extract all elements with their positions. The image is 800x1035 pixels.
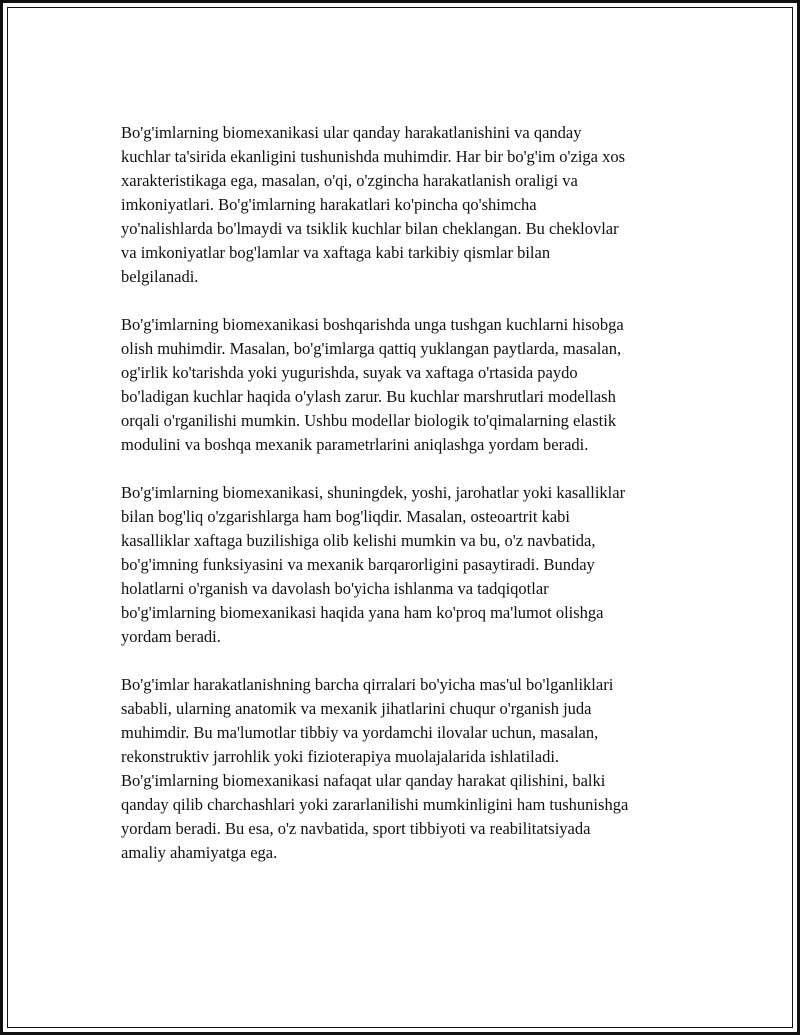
- paragraph-4: Bo'g'imlar harakatlanishning barcha qirralari bo'yicha mas'ul bo'lganliklari sababli, ularning anatomik va mexanik jihatlarini chuqur o'rganish juda muhimdir. Bu ma'lumotlar tibbiy va yordamchi ilovalar uchun, masalan, rekonstruktiv jarrohlik yoki fizioterapiya muolajalarida ishlatiladi. Bo'g'imlarning biomexanikasi nafaqat ular qanday harakat qilishini, balki qanday qilib charchashlari yoki zararlanilishi mumkinligini ham tushunishga yordam beradi. Bu esa, o'z navbatida, sport tibbiyoti va reabilitatsiyada amaliy ahamiyatga ega.: [121, 675, 629, 862]
- paragraph-1: Bo'g'imlarning biomexanikasi ular qanday harakatlanishini va qanday kuchlar ta'sirida ekanligini tushunishda muhimdir. Har bir bo'g'im o'ziga xos xarakteristikaga ega, masalan, o'qi, o'zgincha harakatlanish oraligi va imkoniyatlari. Bo'g'imlarning harakatlari ko'pincha qo'shimcha yo'nalishlarda bo'lmaydi va tsiklik kuchlar bilan cheklangan. Bu cheklovlar va imkoniyatlar bog'lamlar va xaftaga kabi tarkibiy qismlar bilan belgilanadi.: [121, 123, 626, 286]
- paragraph-3: Bo'g'imlarning biomexanikasi, shuningdek, yoshi, jarohatlar yoki kasalliklar bilan bog'liq o'zgarishlarga ham bog'liqdir. Masalan, osteoartrit kabi kasalliklar xaftaga buzilishiga olib kelishi mumkin va bu, o'z navbatida, bo'g'imning funksiyasini va mexanik barqarorligini pasaytiradi. Bunday holatlarni o'rganish va davolash bo'yicha ishlanma va tadqiqotlar bo'g'imlarning biomexanikasi haqida yana ham ko'proq ma'lumot olishga yordam beradi.: [121, 483, 626, 646]
- document-body: [121, 121, 701, 889]
- paragraph-2: Bo'g'imlarning biomexanikasi boshqarishda unga tushgan kuchlarni hisobga olish muhimdir. Masalan, bo'g'imlarga qattiq yuklangan paytlarda, masalan, og'irlik ko'tarishda yoki yugurishda, suyak va xaftaga o'rtasida paydo bo'ladigan kuchlar haqida o'ylash zarur. Bu kuchlar marshrutlari modellash orqali o'rganilishi mumkin. Ushbu modellar biologik to'qimalarning elastik modulini va boshqa mexanik parametrlarini aniqlashga yordam beradi.: [121, 315, 624, 454]
